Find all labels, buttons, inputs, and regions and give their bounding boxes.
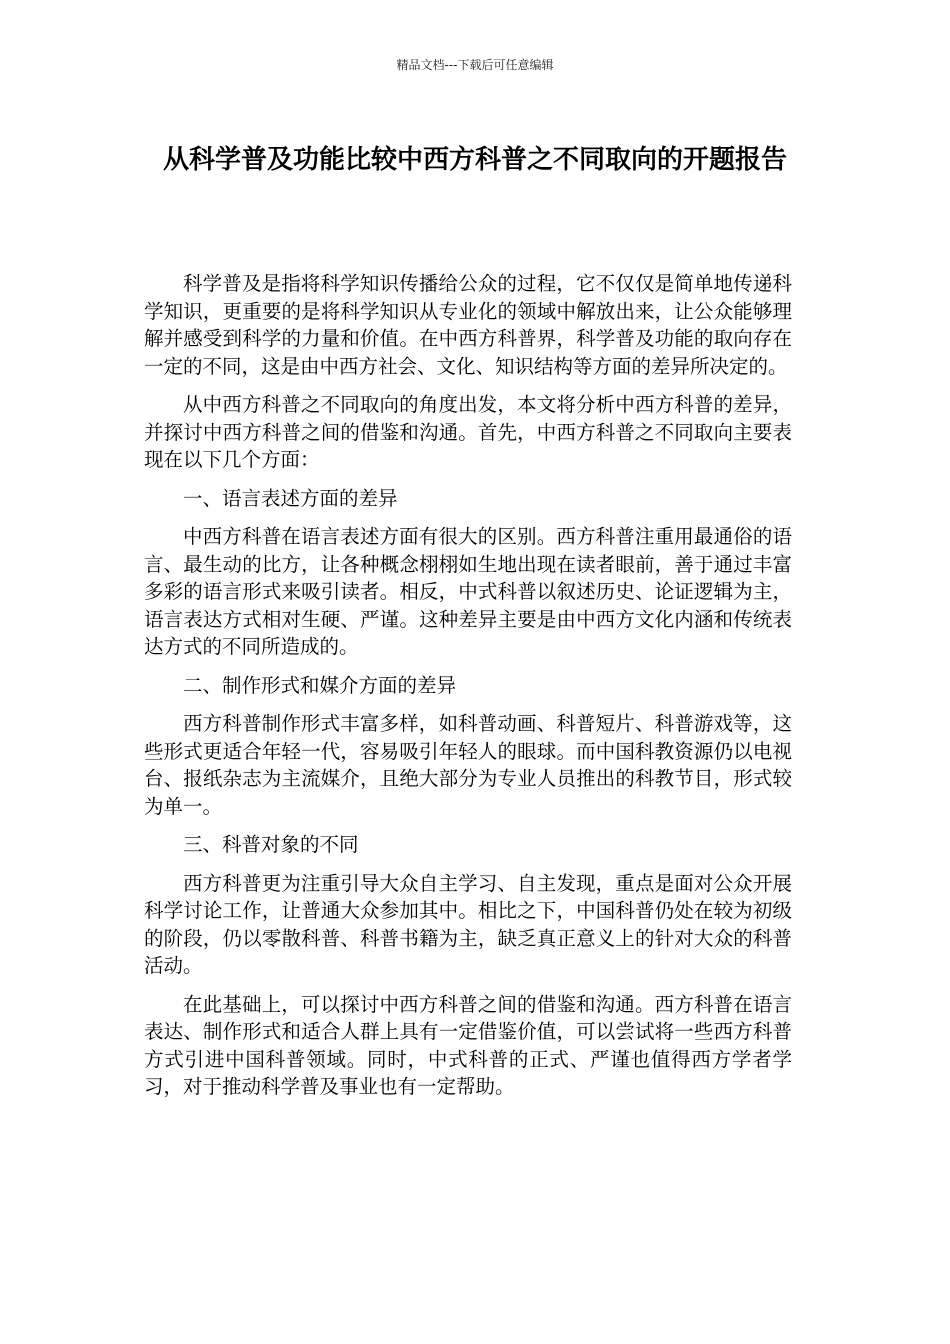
section-heading-format: 二、制作形式和媒介方面的差异 — [183, 673, 457, 697]
page-header: 精品文档---下载后可任意编辑 — [396, 58, 554, 72]
paragraph-conclusion: 在此基础上，可以探讨中西方科普之间的借鉴和沟通。西方科普在语言表达、制作形式和适合人群上具有一定借鉴价值，可以尝试将一些西方科普方式引进中国科普领域。同时，中式科普的正式、严谨也值得西方学者学习，对于推动科学普及事业也有一定帮助。 — [144, 992, 792, 1098]
section-heading-language: 一、语言表述方面的差异 — [183, 486, 398, 510]
paragraph-format: 西方科普制作形式丰富多样，如科普动画、科普短片、科普游戏等，这些形式更适合年轻一代，容易吸引年轻人的眼球。而中国科教资源仍以电视台、报纸杂志为主流媒介，且绝大部分为专业人员推出的科教节目，形式较为单一。 — [144, 712, 792, 818]
paragraph-audience: 西方科普更为注重引导大众自主学习、自主发现，重点是面对公众开展科学讨论工作，让普通大众参加其中。相比之下，中国科普仍处在较为初级的阶段，仍以零散科普、科普书籍为主，缺乏真正意义上的针对大众的科普活动。 — [144, 871, 792, 977]
section-heading-audience: 三、科普对象的不同 — [183, 833, 359, 856]
document-title: 从科学普及功能比较中西方科普之不同取向的开题报告 — [162, 145, 787, 175]
paragraph-overview: 从中西方科普之不同取向的角度出发，本文将分析中西方科普的差异，并探讨中西方科普之间的借鉴和沟通。首先，中西方科普之不同取向主要表现在以下几个方面： — [144, 393, 792, 471]
paragraph-intro: 科学普及是指将科学知识传播给公众的过程，它不仅仅是简单地传递科学知识，更重要的是将科学知识从专业化的领域中解放出来，让公众能够理解并感受到科学的力量和价值。在中西方科普界，科学普及功能的取向存在一定的不同，这是由中西方社会、文化、知识结构等方面的差异所决定的。 — [144, 272, 792, 378]
paragraph-language: 中西方科普在语言表述方面有很大的区别。西方科普注重用最通俗的语言、最生动的比方，让各种概念栩栩如生地出现在读者眼前，善于通过丰富多彩的语言形式来吸引读者。相反，中式科普以叙述历史、论证逻辑为主，语言表达方式相对生硬、严谨。这种差异主要是由中西方文化内涵和传统表达方式的不同所造成的。 — [144, 525, 792, 658]
document-body — [144, 270, 792, 1112]
